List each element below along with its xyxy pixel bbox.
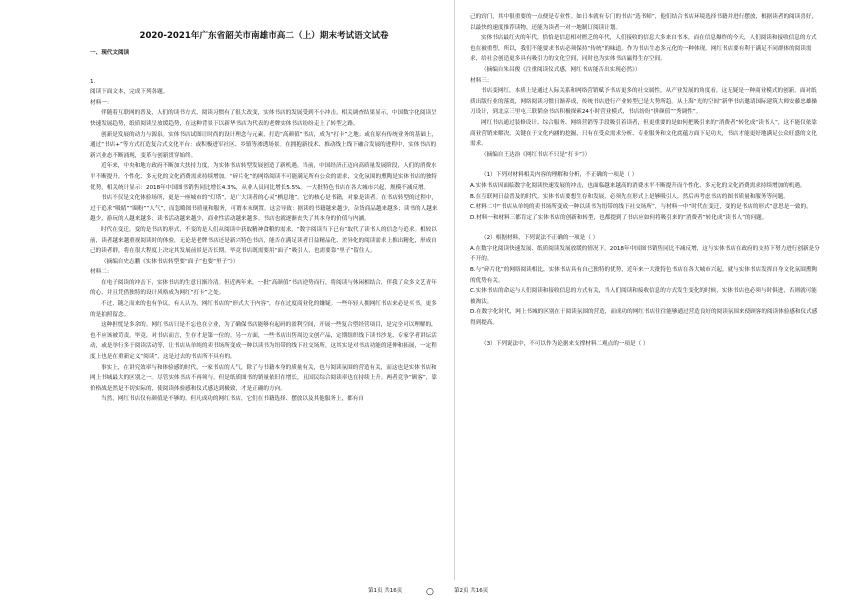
paragraph: 伴随着互联网的普及，人们的读书方式、阅读习惯有了很大改变，实体书店的发展受到不小冲击。相关调查结果显示，中国数字化阅读呈快速发展趋势，纸质阅读呈放缓趋势，在这种背景下以新华书店为代表的老牌实体书店纷纷走上了转型之路。 [90,110,437,127]
paragraph: 近年来，中央和地方政府不断加大扶持力度，为实体书店转型发展创造了新机遇。当前，中国经济正迈向高质量发展阶段，人们的消费水平不断提升，个性化、多元化的文化消费需求持续增加。“碎片化”的网络阅读不可能满足所有公众的需求，文化氛围的熏陶是实体书店的独特优势。相关统计显示：2018年中国图书销售同比增长4.3%，从业人员同比增长5.5%。一大批特色书店在各大城市兴起，规模不减反增。 [90,163,438,191]
page-number-right: 第2页 共16页 [454,588,489,594]
question-number: 1. [90,78,96,85]
paragraph: 实体书店最红火的年代，恰恰是信息相对匮乏的年代，人们接收的信息大多来自书本，而在信息爆炸的今天，人们阅读和接收信息的方式也在被重塑，所以，我们不能要求书店必须保持“传统”的味道。作为书店生态多元化的一种体现，网红书店要有利于满足不同群体的阅读需求，给社会创造更多具有吸引力的文化空间，同时也为实体书店赢得生存空间。 [470,35,817,63]
option-a: A.实体书店因面临数字化阅读快速发展的冲击，也面临越来越高的消费水平不断提升而个性化、多元化的文化消费需求持续增加的机遇。 [470,182,806,189]
right-column [470,12,820,349]
source-note: （摘编自史志鹏《实体书店转型要“面子”也要“里子”》） [101,258,239,265]
instruction: 阅读下面文本，完成下列各题。 [90,89,169,96]
question-1: （1）下列对材料相关内容的理解和分析，不正确的一项是（ ） [481,172,638,179]
question-2: （2）根据材料，下列说法不正确的一项是（ ） [481,235,599,242]
paragraph: 时代在变迁，变的是书店的形式，不变的是人们从阅读中获取精神食粮的需求。“数字阅读当下已有”取代了读书人的信念与追求。相较以前，读者越来越重视阅读时的体验，无论是老牌书店还是新兴特色书店，能否在满足读者日益精品化、差异化的阅读需求上推出精化，形成自己的读者群，将在很大程度上决定其发展前景是否长期。毕竟书店既需要用“面子”吸引人，也需要靠“里子”留住人。 [90,226,437,255]
source-note: （摘编自朱昌俊《注重阅读仪式感，网红书店能否出实现必然》） [481,66,641,73]
paragraph: 当然，网红书店仅有颜值是不够的。但凡成功的网红书店，它们在书籍选择、摆放以及其他服务上，都有自 [101,396,364,403]
option-d: D.在数字化时代，网上书城的区别在于阅读氛围的营造，而成功的网红书店往往能够通过营造良好的阅读氛围来使顾客的阅读体验感和仪式感得到提高。 [470,309,818,327]
exam-title: 2020-2021年广东省韶关市南雄市高二（上）期末考试语文试卷 [139,31,389,41]
page-footer [0,584,860,598]
section-heading: 一、现代文阅读 [90,50,130,56]
paragraph: 在电子阅读的冲击下，实体书店的生意日渐冷清。但近两年来，一批“高颜值”书店逆势而行，将阅读与休闲相结合，伴我了众多文艺青年的心，并且凭借独特的设计风格成为网红“打卡”之处。 [90,279,437,297]
circle-icon: ○ [426,587,434,597]
paragraph: 这种担忧是多余的。网红书店只是不忘也在立业，为了确保书店能够有起码的盈利空间，开展一些复合型经营项目，是完全可以理解的，也不应该被苛责。毕竟，对书店而言，生存才是第一位的。另一方面，一些书店出售周边文创产品，定期组织线下读书沙龙、专家学者讲坛活动，或是举行多于阅读活动等，让书店从单纯的卖书场所变成一种以读书为纽带的线下社交场所，这其实是对书店功能的延伸和拓展，一定程度上也是在重新定义“阅读”，这是过去的书店所不具有的。 [90,322,437,361]
paragraph: 事实上，在讲究效率与和体验感的时代，一家书店的人气，除了与书籍本身的质量有关，也与阅读氛围的营造有关，而这也是实体书店和网上书城最大的区别之一。尽管实体书店不再须与，但是纸质图书的销量依旧在增长，且国民综合阅读率也在持续上升。两者竞争“顾客”，靠价格战是然是不切实际的，使阅读体验感和仪式感达到极致，才是正确的方向。 [90,364,438,392]
source-note: （摘编自王达治《网红书店不只是“打卡”》） [481,151,591,158]
paragraph: 己的窍门，其中很重要的一点便是专业性。如日本就有专门的书店“选书师”，他们结合书店环境选择书籍并进行摆放，根据读者的阅读喜好，以最快的速度推荐读物，还能为读者一对一地制订阅读计划。 [470,14,818,31]
page-number-left: 第1页 共16页 [368,588,403,594]
column-divider [454,0,455,580]
option-a: A.在数字化阅读快速发展、纸质阅读发展放缓的情况下，2018年中国图书销售同比不减反增，这与实体书店在政府的支持下努力进行创新是分不开的。 [470,245,820,263]
option-c: C.材料二中“书店从单纯的卖书场所变成一种以读书为纽带的线下社交场所”，与材料一中“时代在变迁，变的是书店的形式”意思是一致的。 [470,204,812,211]
paragraph: 创新是发展的动力与源泉。实体书店试图让时尚的设计理念与元素，打造“高颜值”书店，成为“打卡”之地；或在原有传统业务的基础上，通过“书店+”等方式打造复合式文化平台：或积极进军社区、乡镇等渗透场景。在拥抱新技术、推动线上线下融合发展的进程中，实体书店的新兴业态不断涌现，变革与创新贯穿始终。 [90,131,438,159]
material-3-label: 材料三： [470,77,493,84]
option-d: D.材料一和材料三都肯定了实体书店的创新和转型，也都提到了书店应如何将吸引来的“消费者”转化成“读书人”的问题。 [470,214,768,221]
paragraph: 不过，随之而来的也有争议，有人认为，网红书店的“形式大于内容”，存在过度商业化的嫌疑。一些年轻人拥网红书店来必是买书，更多的是拍照留念。 [90,301,437,318]
material-2-label: 材料二： [90,269,113,276]
option-b: B.与“碎片化”的网络阅读相比，实体书店具有自己独特的优势，近年来一大批特色书店在各大城市兴起，就与实体书店发挥自身文化氛围熏陶的优势有关。 [470,267,818,284]
left-column [90,12,438,405]
paragraph: 网红书店通过装修设计、综合服务、网络营销等手段吸引着读者，但更重要的是如何把吸引来的“消费者”转化成“读书人”，这不能仅依靠商业营销来解决，关键在于文化内涵的挖掘，只有在受众需求分析、专业服务和文化底蕴方面下足功夫，书店才能更好地满足公众旺盛的文化需求。 [470,119,818,148]
material-1-label: 材料一： [90,99,113,106]
option-c: C.实体书店的命运与人们阅读和接收信息的方式有关，当人们阅读和接收信息的方式发生变化的时候，实体书店也必须与时俱进，否则就可能被淘汰。 [470,288,817,305]
paragraph: 书店变网红，本质上是通过人际关系和网络营销赋予书店更多的社交属性，从产业发展的角度看，这无疑是一种商业模式的创新，面对纸质出版行业的落寞，网络阅读习惯日渐养成，传统书店进行产业转型已是大势所趋。从上海“光的空间”新华书店邀请国际建筑大师安藤忠雄操刀设计，到北京三里屯三联韬奋书店积极探索24小时营业模式，书店纷纷“拼颜值”“秀调性”。 [470,88,818,116]
paragraph: 书店不仅是文化体验场所，更是一座城市的“灯塔”，是广大读者的心灵“栖息地”。它的核心是书籍，对象是读者。在书店转型的过程中，过于追求“吸睛”“圈粉”“人气”，而忽略图书质量和服务，可谓本末倒置。这会导致：据读的书籍越来越少，杂货商品越来越多；读书的人越来越少，游玩的人越来越多；读书活动越来越少，商业性活动越来越多。书店也就逐渐丧失了其本身的价值与内涵。 [90,195,438,223]
question-3: （3）下列说法中，不可以作为论据来支撑材料二观点的一项是（ ） [481,340,649,347]
option-b: B.在互联网日益普及的时代，实体书店要想生存和发展，必须先在形式上是够吸引人，然后再考虑书店的图书质量和服务等问题。 [470,193,789,200]
